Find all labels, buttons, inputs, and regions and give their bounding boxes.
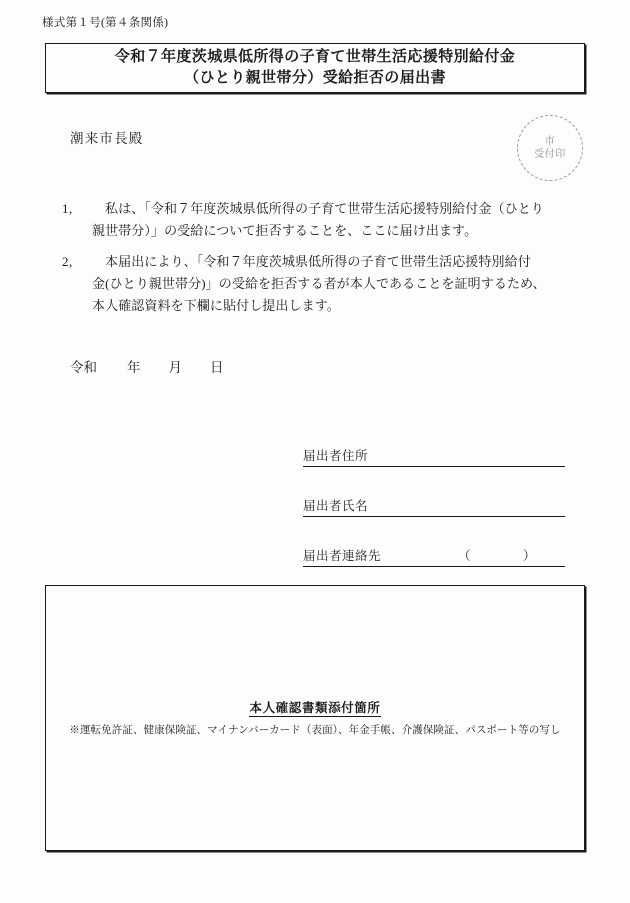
date-era-label: 令和	[70, 360, 97, 375]
clause-list	[62, 198, 577, 326]
clause-item	[62, 198, 577, 242]
seal-label-line-1: 市	[544, 136, 556, 147]
clause-line: 私は、「令和７年度茨城県低所得の子育て世帯生活応援特別給付金（ひとり	[105, 201, 544, 216]
attachment-note: ※運転免許証、健康保険証、マイナンバーカード（表面）、年金手帳、介護保険証、パスポート等の写し	[69, 725, 561, 736]
clause-line: 本届出により、「令和７年度茨城県低所得の子育て世帯生活応援特別給付	[105, 254, 531, 269]
clause-number: 2,	[62, 254, 73, 269]
title-box	[45, 43, 585, 93]
date-year-unit: 年	[127, 360, 141, 375]
clause-item	[62, 251, 577, 317]
title-line-2: （ひとり親世帯分）受給拒否の届出書	[184, 70, 446, 86]
applicant-address-label: 届出者住所	[303, 449, 369, 463]
clause-line: 親世帯分）」の受給について拒否することを、ここに届け出ます。	[92, 223, 478, 238]
applicant-contact-parentheses: （ ）	[458, 549, 537, 563]
applicant-name-field[interactable]	[303, 496, 565, 517]
identity-document-attachment-box[interactable]	[45, 585, 585, 851]
title-line-1: 令和７年度茨城県低所得の子育て世帯生活応援特別給付金	[114, 49, 516, 65]
addressee: 潮来市長殿	[70, 131, 144, 146]
attachment-heading	[46, 698, 584, 716]
applicant-contact-label: 届出者連絡先	[303, 549, 382, 563]
applicant-name-label: 届出者氏名	[303, 499, 369, 513]
clause-body	[92, 251, 577, 317]
applicant-address-field[interactable]	[303, 446, 565, 467]
seal-label-line-2: 受付印	[534, 149, 566, 160]
clause-body	[92, 198, 577, 242]
date-month-unit: 月	[168, 360, 182, 375]
date-entry-line[interactable]	[70, 356, 224, 376]
form-number: 様式第１号(第４条関係)	[42, 17, 169, 29]
receipt-seal-circle	[517, 115, 583, 181]
date-day-unit: 日	[210, 360, 224, 375]
applicant-contact-field[interactable]	[303, 546, 565, 567]
clause-line: 本人確認資料を下欄に貼付し提出します。	[92, 298, 340, 313]
clause-line: 金(ひとり親世帯分)」の受給を拒否する者が本人であることを証明するため、	[92, 276, 546, 291]
attachment-heading-text: 本人確認書類添付箇所	[249, 701, 381, 715]
clause-number: 1,	[62, 201, 73, 216]
